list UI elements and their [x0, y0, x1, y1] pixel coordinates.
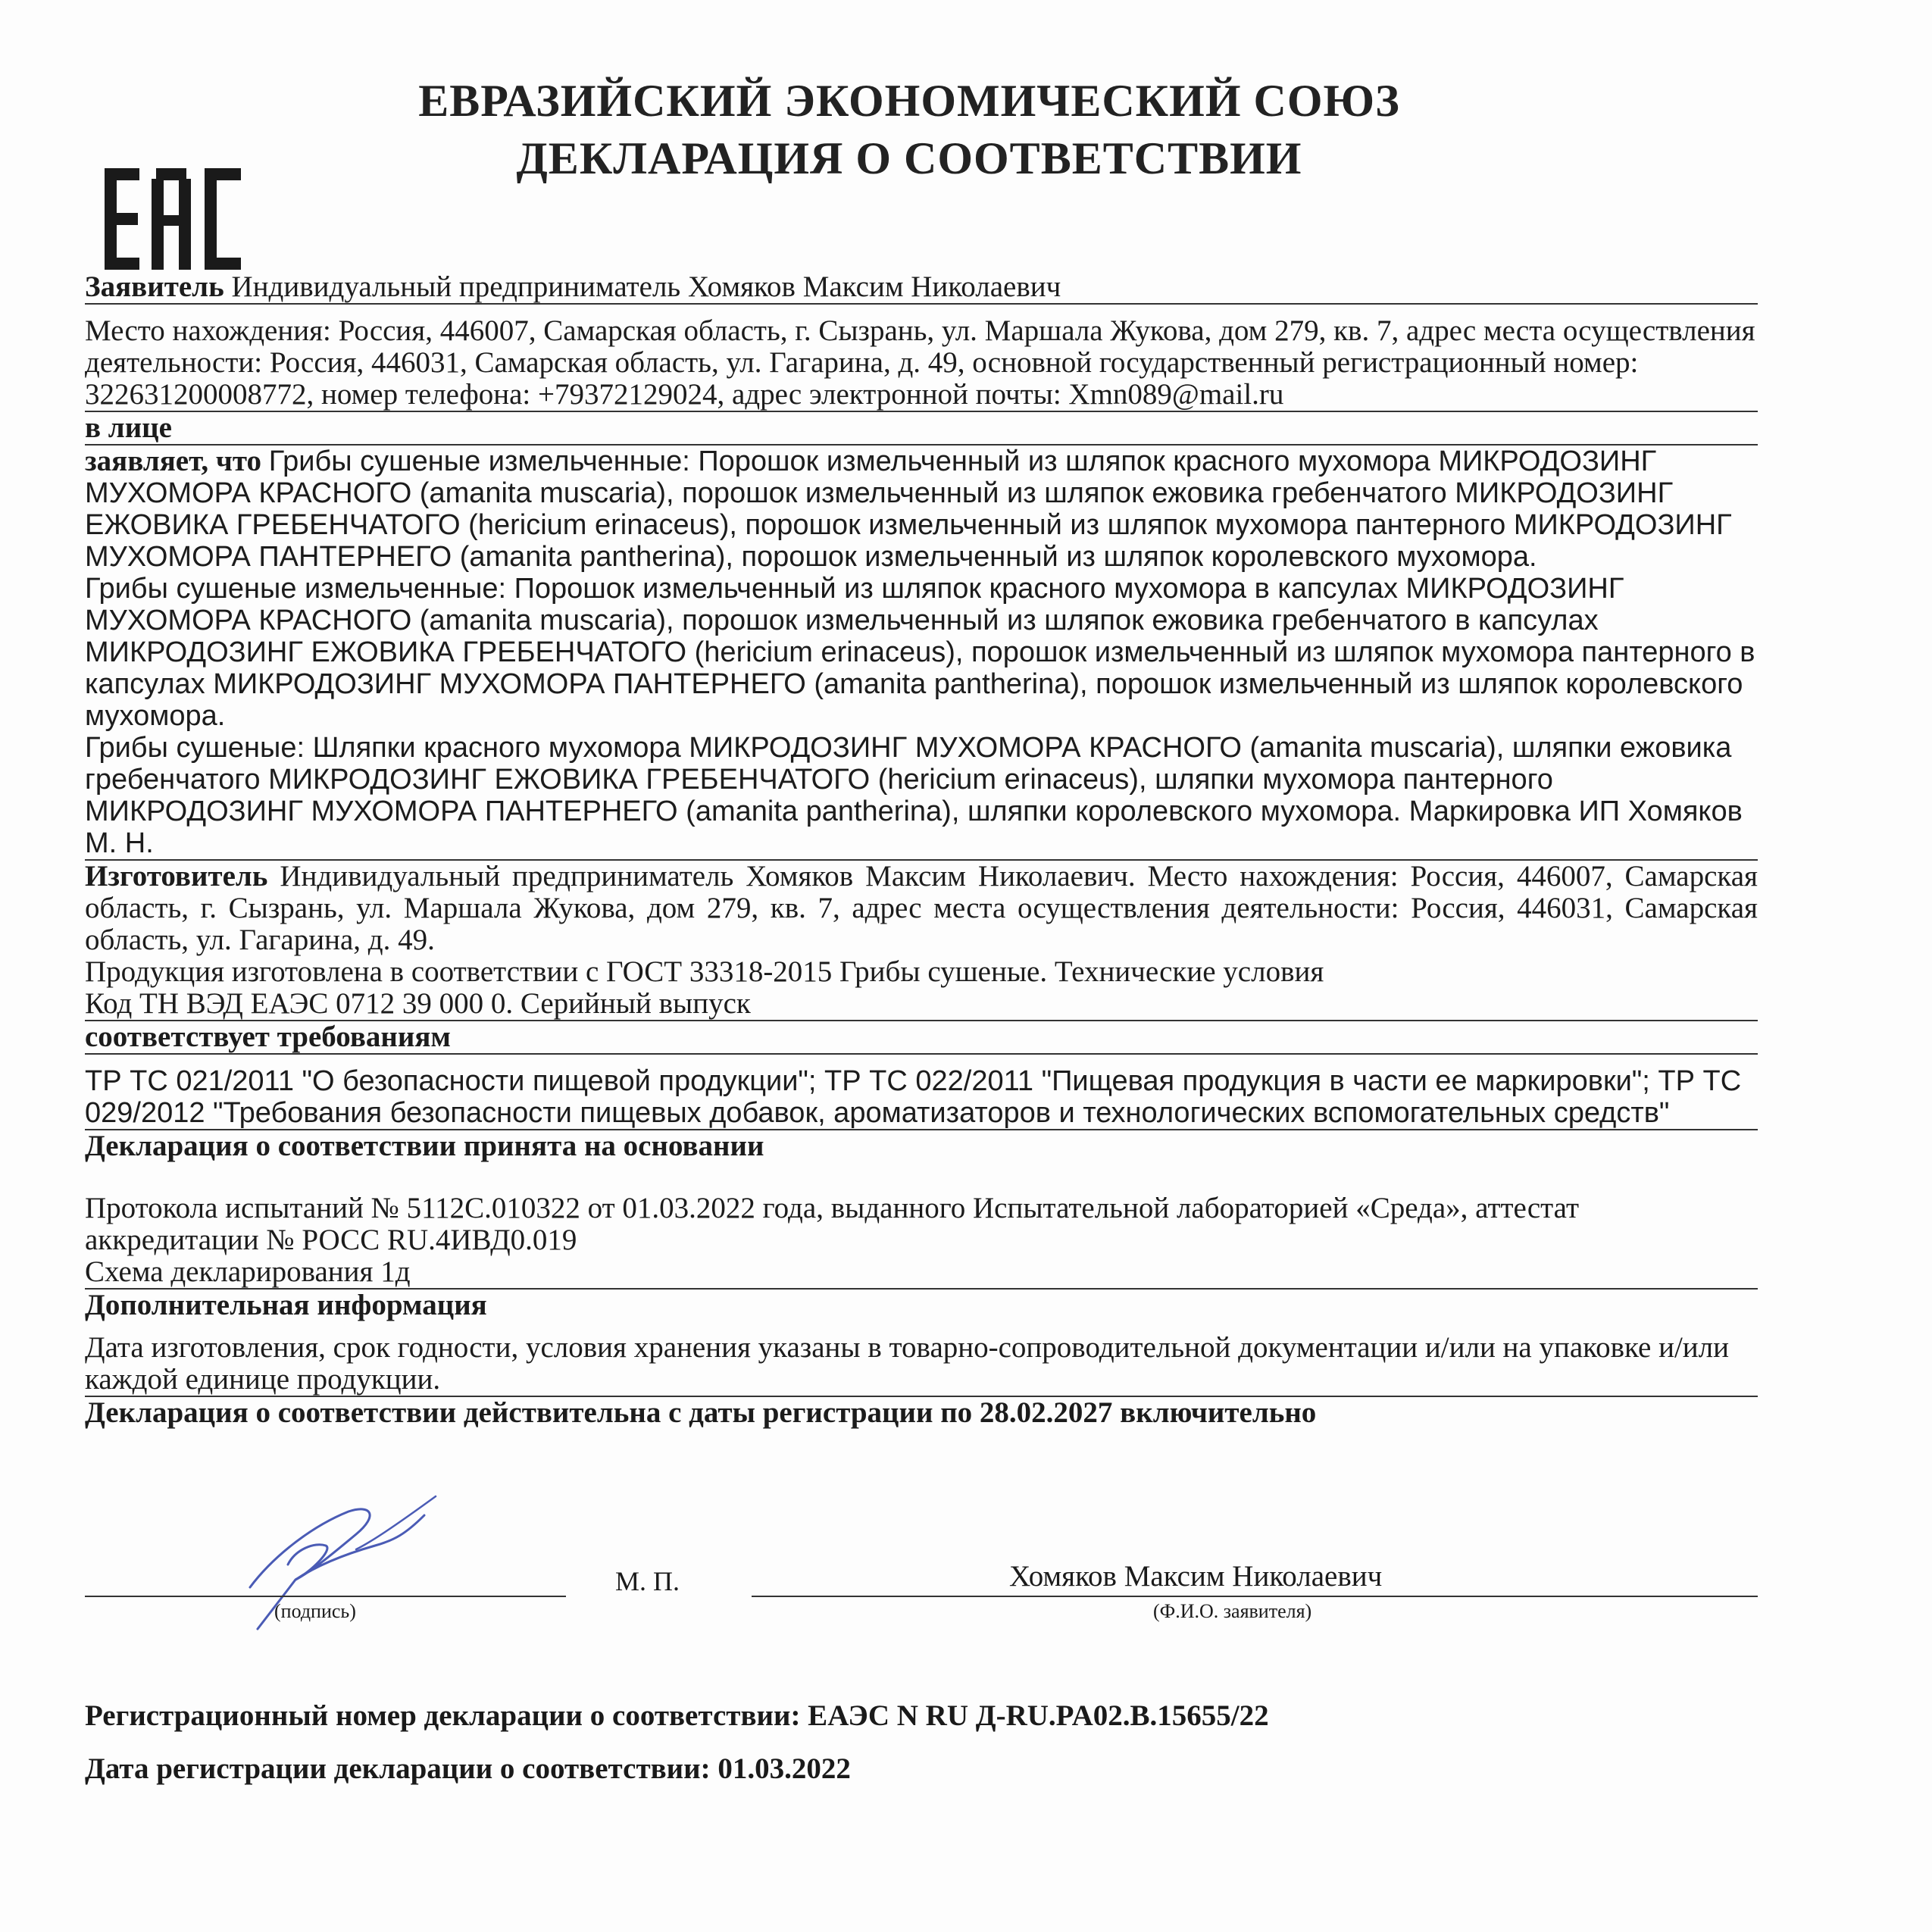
- declares-text-1: Грибы сушеные измельченные: Порошок измельченный из шляпок красного мухомора МИКРОДОЗИНГ МУХОМОРА КРАСНОГО (amanita muscaria), порошок измельченный из шляпок ежовика гребенчатого МИКРОДОЗИНГ ЕЖОВИКА ГРЕБЕНЧАТОГО (hericium erinaceus), порошок измельченный из шляпок мухомора пантерного МИКРОДОЗИНГ МУХОМОРА ПАНТЕРНЕГО (amanita pantherina), порошок измельченный из шляпок королевского мухомора.: [85, 445, 1732, 573]
- manufacturer-standard: Продукция изготовлена в соответствии с ГОСТ 33318-2015 Грибы сушеные. Технические условия: [85, 955, 1324, 988]
- manufacturer-code: Код ТН ВЭД ЕАЭС 0712 39 000 0. Серийный выпуск: [85, 988, 1758, 1021]
- stamp-place: М. П.: [615, 1566, 680, 1596]
- registration-number: Регистрационный номер декларации о соответствии: ЕАЭС N RU Д-RU.PA02.B.15655/22: [85, 1699, 1269, 1732]
- header-declaration-title: ДЕКЛАРАЦИЯ О СООТВЕТСТВИИ: [516, 133, 1302, 183]
- signature-row: [85, 1559, 1758, 1635]
- declares-paragraph-1: [85, 445, 1758, 573]
- additional-value: Дата изготовления, срок годности, условия хранения указаны в товарно-сопроводительной документации и/или на упаковке и/или каждой единице продукции.: [85, 1332, 1758, 1397]
- validity-text: Декларация о соответствии действительна с даты регистрации по 28.02.2027 включительно: [85, 1396, 1317, 1429]
- manufacturer-row: [85, 861, 1758, 956]
- applicant-label: Заявитель: [85, 270, 224, 303]
- document-header: [0, 72, 1818, 187]
- basis-label: Декларация о соответствии принята на основании: [85, 1130, 764, 1162]
- location-text: Место нахождения: Россия, 446007, Самарская область, г. Сызрань, ул. Маршала Жукова, дом 279, кв. 7, адрес места осуществления деятельности: Россия, 446031, Самарская область, ул. Гагарина, д. 49, основной государственный регистрационный номер: 322631200008772, номер телефона: +79372129024, адрес электронной почты: Xmn089@mail.ru: [85, 315, 1758, 412]
- additional-label-row: [85, 1290, 1758, 1321]
- signature-line: [85, 1596, 566, 1597]
- basis-label-row: [85, 1130, 1758, 1162]
- declares-paragraph-2: Грибы сушеные измельченные: Порошок измельченный из шляпок красного мухомора в капсулах МИКРОДОЗИНГ МУХОМОРА КРАСНОГО (amanita muscaria), порошок измельченный из шляпок ежовика гребенчатого в капсулах МИКРОДОЗИНГ ЕЖОВИКА ГРЕБЕНЧАТОГО (hericium erinaceus), порошок измельченный из шляпок мухомора пантерного в капсулах МИКРОДОЗИНГ МУХОМОРА ПАНТЕРНЕГО (amanita pantherina), порошок измельченный из шляпок королевского мухомора.: [85, 573, 1755, 732]
- signature-caption: (подпись): [274, 1600, 356, 1622]
- basis-protocol: Протокола испытаний № 5112С.010322 от 01.03.2022 года, выданного Испытательной лабораторией «Среда», аттестат аккредитации № РОСС RU.4ИВД0.019: [85, 1192, 1580, 1256]
- header-union-title: ЕВРАЗИЙСКИЙ ЭКОНОМИЧЕСКИЙ СОЮЗ: [418, 76, 1400, 126]
- requirements-label: соответствует требованиям: [85, 1021, 451, 1053]
- basis-scheme: Схема декларирования 1д: [85, 1256, 1758, 1290]
- manufacturer-value: Индивидуальный предприниматель Хомяков Максим Николаевич. Место нахождения: Россия, 446007, Самарская область, г. Сызрань, ул. Маршала Жукова, дом 279, кв. 7, адрес места осуществления деятельности: Россия, 446031, Самарская область, ул. Гагарина, д. 49.: [85, 860, 1758, 956]
- name-caption: (Ф.И.О. заявителя): [1153, 1600, 1312, 1622]
- declaration-body: [85, 271, 1758, 1429]
- in-person-row: [85, 412, 1758, 445]
- declares-label: заявляет, что: [85, 445, 261, 477]
- applicant-value: Индивидуальный предприниматель Хомяков Максим Николаевич: [231, 270, 1061, 303]
- validity-row: [85, 1397, 1758, 1429]
- in-person-label: в лице: [85, 411, 172, 444]
- additional-label: Дополнительная информация: [85, 1289, 487, 1321]
- eac-mark-icon: [105, 168, 241, 270]
- declares-paragraph-3: Грибы сушеные: Шляпки красного мухомора МИКРОДОЗИНГ МУХОМОРА КРАСНОГО (amanita muscaria), шляпки ежовика гребенчатого МИКРОДОЗИНГ ЕЖОВИКА ГРЕБЕНЧАТОГО (hericium erinaceus), шляпки мухомора пантерного МИКРОДОЗИНГ МУХОМОРА ПАНТЕРНЕГО (amanita pantherina), шляпки королевского мухомора. Маркировка ИП Хомяков М. Н.: [85, 732, 1758, 861]
- applicant-row: [85, 271, 1758, 305]
- requirements-label-row: [85, 1021, 1758, 1055]
- applicant-name: Хомяков Максим Николаевич: [1009, 1560, 1383, 1593]
- registration-block: [85, 1690, 1827, 1796]
- registration-date: Дата регистрации декларации о соответствии: 01.03.2022: [85, 1752, 851, 1785]
- requirements-value: ТР ТС 021/2011 "О безопасности пищевой продукции"; ТР ТС 022/2011 "Пищевая продукция в части ее маркировки"; ТР ТС 029/2012 "Требования безопасности пищевых добавок, ароматизаторов и технологических вспомогательных средств": [85, 1065, 1758, 1130]
- manufacturer-label: Изготовитель: [85, 860, 268, 893]
- name-line: [752, 1596, 1758, 1597]
